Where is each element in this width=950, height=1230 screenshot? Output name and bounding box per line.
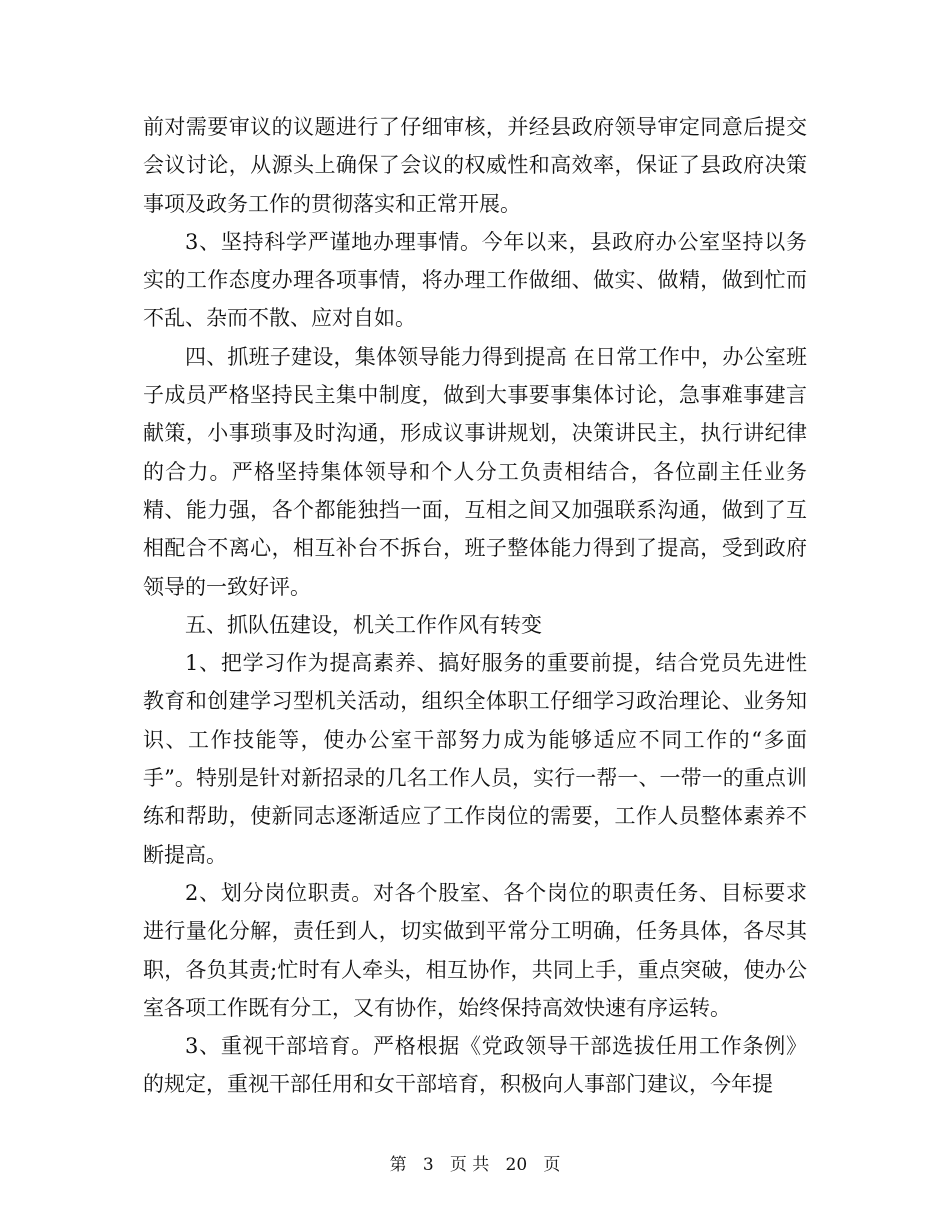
paragraph-item-3-handling: 3、坚持科学严谨地办理事情。今年以来，县政府办公室坚持以务实的工作态度办理各项事情，将办理工作做细、做实、做精，做到忙而不乱、杂而不散、应对自如。 bbox=[143, 229, 807, 331]
total-pages-number: 20 bbox=[505, 1155, 528, 1175]
paragraph-item-2-duties: 2、划分岗位职责。对各个股室、各个岗位的职责任务、目标要求进行量化分解，责任到人，切实做到平常分工明确，任务具体，各尽其职，各负其责;忙时有人牵头，相互协作，共同上手，重点突破，使办公室各项工作既有分工，又有协作，始终保持高效快速有序运转。 bbox=[143, 880, 807, 1020]
paragraph-continued: 前对需要审议的议题进行了仔细审核，并经县政府领导审定同意后提交会议讨论，从源头上确保了会议的权威性和高效率，保证了县政府决策事项及政务工作的贯彻落实和正常开展。 bbox=[143, 115, 807, 216]
section-heading-5-team: 五、抓队伍建设，机关工作作风有转变 bbox=[185, 612, 542, 637]
page-label-middle: 页 共 bbox=[449, 1155, 490, 1175]
page-label-prefix: 第 bbox=[389, 1155, 407, 1175]
page-footer bbox=[0, 1153, 950, 1177]
document-body bbox=[143, 108, 807, 1104]
paragraph-item-1-study: 1、把学习作为提高素养、搞好服务的重要前提，结合党员先进性教育和创建学习型机关活动，组织全体职工仔细学习政治理论、业务知识、工作技能等，使办公室干部努力成为能够适应不同工作的“多面手”。特别是针对新招录的几名工作人员，实行一帮一、一带一的重点训练和帮助，使新同志逐渐适应了工作岗位的需要，工作人员整体素养不断提高。 bbox=[143, 651, 807, 867]
page-label-suffix: 页 bbox=[543, 1155, 561, 1175]
paragraph-section-4-leadership: 四、抓班子建设，集体领导能力得到提高 在日常工作中，办公室班子成员严格坚持民主集中制度，做到大事要事集体讨论，急事难事建言献策，小事琐事及时沟通，形成议事讲规划，决策讲民主，执行讲纪律的合力。严格坚持集体领导和个人分工负责相结合，各位副主任业务精、能力强，各个都能独挡一面，互相之间又加强联系沟通，做到了互相配合不离心，相互补台不拆台，班子整体能力得到了提高，受到政府领导的一致好评。 bbox=[143, 344, 807, 599]
paragraph-item-3-cadre: 3、重视干部培育。严格根据《党政领导干部选拔任用工作条例》的规定，重视干部任用和女干部培育，积极向人事部门建议，今年提 bbox=[143, 1034, 807, 1097]
current-page-number: 3 bbox=[422, 1155, 434, 1175]
